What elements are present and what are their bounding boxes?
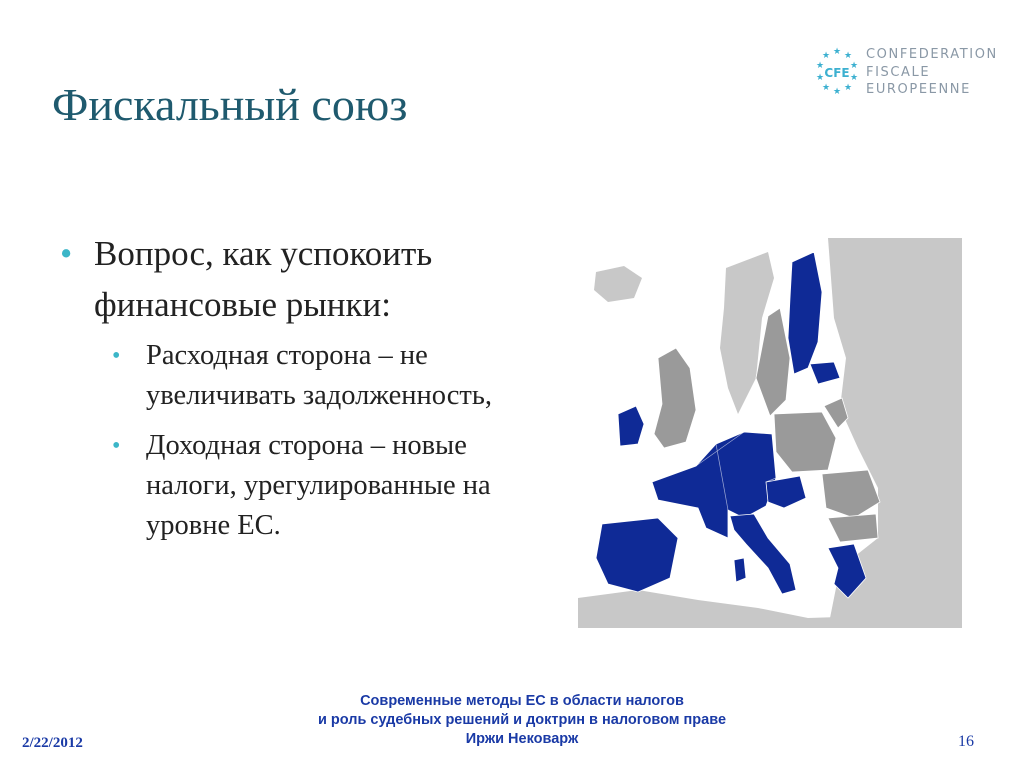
footer-date: 2/22/2012 bbox=[22, 735, 83, 751]
europe-map bbox=[578, 238, 962, 628]
sub-bullet-item bbox=[112, 426, 560, 546]
svg-text:★: ★ bbox=[849, 60, 859, 70]
logo-line: EUROPEENNE bbox=[866, 82, 971, 97]
footer-line: и роль судебных решений и доктрин в налоговом праве bbox=[317, 712, 727, 728]
logo-line: FISCALE bbox=[866, 64, 931, 80]
sub-bullet-text: Расходная сторона – не увеличивать задолженность, bbox=[146, 340, 492, 411]
sub-bullet-text: Доходная сторона – новые налоги, урегулированные на уровне ЕС. bbox=[146, 430, 491, 541]
sub-bullet-list bbox=[60, 336, 560, 546]
svg-text:★: ★ bbox=[815, 60, 825, 70]
bullet-text: Вопрос, как успокоить финансовые рынки: bbox=[94, 234, 433, 324]
svg-text:★: ★ bbox=[821, 50, 831, 60]
footer-line: Современные методы ЕС в области налогов bbox=[360, 693, 684, 709]
slide-title: Фискальный союз bbox=[52, 79, 408, 130]
logo-text bbox=[866, 46, 998, 99]
svg-text:★: ★ bbox=[815, 72, 825, 82]
svg-text:★: ★ bbox=[849, 72, 859, 82]
svg-text:★: ★ bbox=[832, 46, 842, 56]
logo-badge: CFE bbox=[824, 66, 850, 80]
svg-text:★: ★ bbox=[843, 82, 853, 92]
svg-text:★: ★ bbox=[832, 86, 842, 96]
logo-line: CONFEDERATION bbox=[866, 47, 998, 62]
map-region-eurozone bbox=[734, 558, 746, 582]
bullet-dot-icon: • bbox=[112, 433, 121, 459]
svg-text:★: ★ bbox=[821, 82, 831, 92]
svg-text:★: ★ bbox=[843, 50, 853, 60]
bullet-dot-icon: • bbox=[60, 234, 73, 273]
bullet-dot-icon: • bbox=[112, 343, 121, 369]
bullet-list bbox=[60, 228, 560, 556]
page-number: 16 bbox=[958, 733, 974, 750]
footer-caption bbox=[252, 692, 792, 749]
sub-bullet-item bbox=[112, 336, 560, 416]
bullet-item bbox=[60, 228, 560, 330]
footer-line: Иржи Нековарж bbox=[465, 731, 579, 747]
